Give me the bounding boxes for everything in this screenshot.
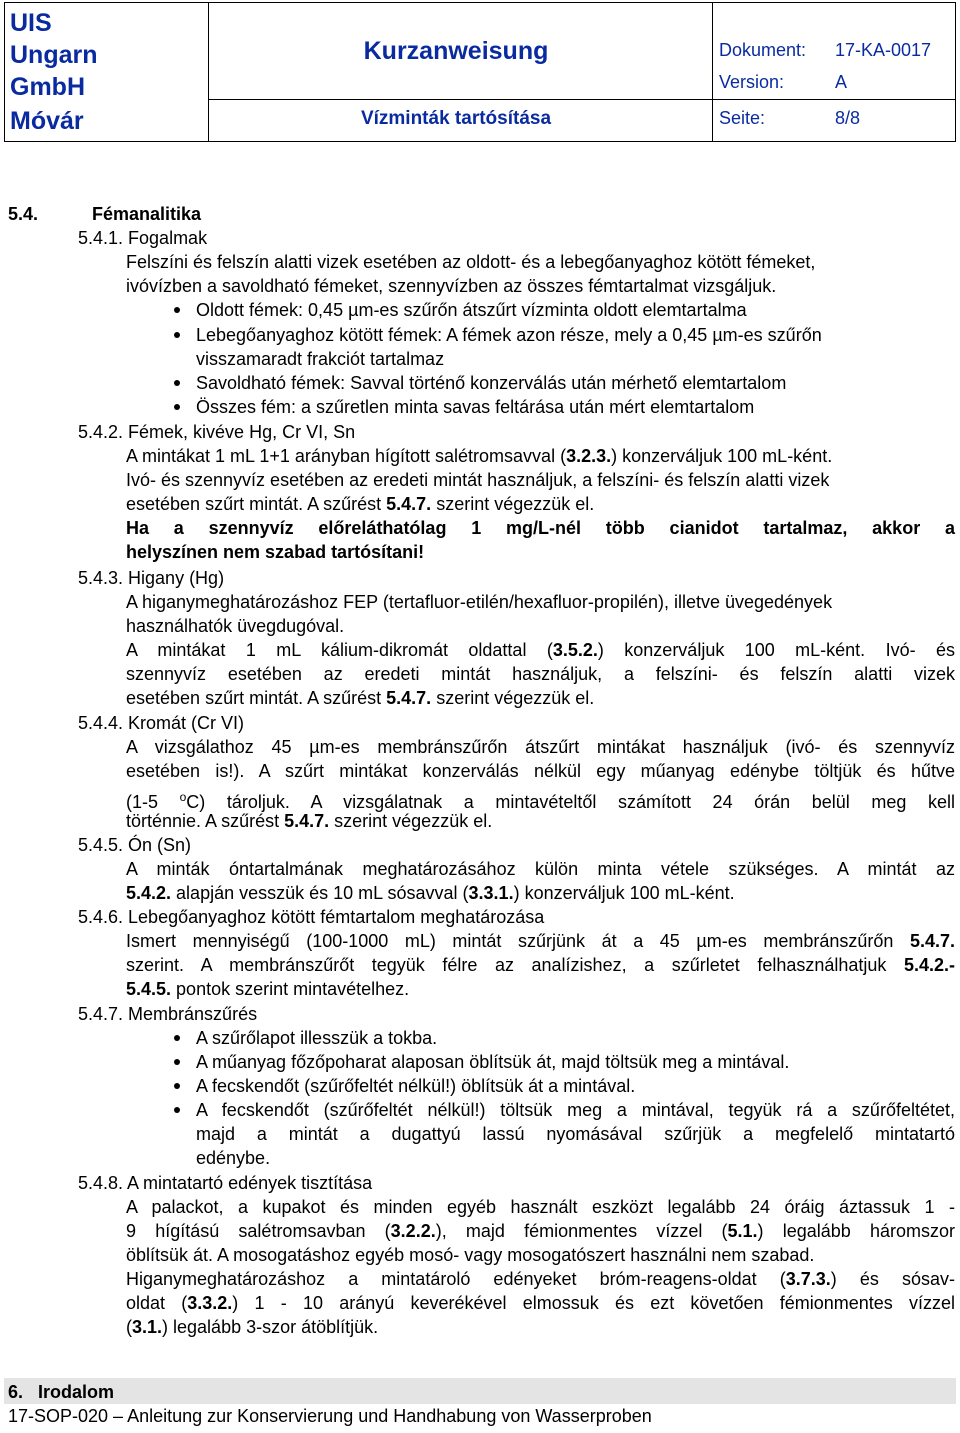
paragraph-line: szennyvíz esetében az eredeti mintát használjuk, a felszíni- és felszín alatti vizek: [126, 664, 955, 684]
bullet-icon: [174, 404, 180, 410]
paragraph-line: esetében szűrt mintát. A szűrést 5.4.7. szerint végezzük el.: [126, 494, 595, 514]
paragraph-line: történnie. A szűrést 5.4.7. szerint végezzük el.: [126, 811, 493, 831]
document-title: Kurzanweisung: [363, 37, 549, 65]
bullet-text: A fecskendőt (szűrőfeltét nélkül!) töltsük meg a mintával, tegyük rá a szűrőfeltétet,: [196, 1100, 955, 1120]
bullet-text: Összes fém: a szűretlen minta savas feltárása után mért elemtartalom: [196, 397, 755, 417]
paragraph-line: (1-5 $^o$C) tároljuk. A vizsgálatnak a mintavételtől számított 24 órán belül meg kell: [126, 790, 955, 812]
subsection-heading: 5.4.8. A mintatartó edények tisztítása: [78, 1173, 373, 1193]
paragraph-line: Ismert mennyiségű (100-1000 mL) mintát szűrjünk át a 45 µm-es membránszűrőn 5.4.7.: [126, 931, 955, 951]
paragraph-line: 9 hígítású salétromsavban (3.2.2.), majd fémionmentes vízzel (5.1.) legalább háromszor: [126, 1221, 955, 1241]
meta-label: Version:: [719, 72, 785, 92]
company-name-line: Ungarn: [10, 41, 98, 69]
paragraph-line: A mintákat 1 mL 1+1 arányban hígított salétromsavval (3.2.3.) konzerváljuk 100 mL-ként.: [126, 446, 833, 466]
paragraph-line: Ivó- és szennyvíz esetében az eredeti mintát használjuk, a felszíni- és felszín alatti vizek: [126, 470, 830, 490]
section-title: Fémanalitika: [92, 204, 202, 224]
meta-label: Seite:: [719, 108, 766, 128]
bullet-text: Savoldható fémek: Savval történő konzerválás után mérhető elemtartalom: [196, 373, 787, 393]
bullet-text: Oldott fémek: 0,45 µm-es szűrőn átszűrt vízminta oldott elemtartalma: [196, 300, 747, 320]
bullet-icon: [174, 1059, 180, 1065]
subsection-heading: 5.4.1. Fogalmak: [78, 228, 208, 248]
bullet-text: A műanyag főzőpoharat alaposan öblítsük át, majd töltsük meg a mintával.: [196, 1052, 790, 1072]
header-divider: [712, 3, 713, 141]
bullet-text: majd a mintát a dugattyú lassú nyomásával szűrjük a megfelelő mintatartó: [196, 1124, 955, 1144]
bullet-icon: [174, 1107, 180, 1113]
bullet-text: A szűrőlapot illesszük a tokba.: [196, 1028, 438, 1048]
paragraph-line: A palackot, a kupakot és minden egyéb használt eszközt legalább 24 óráig áztassuk 1 -: [126, 1197, 955, 1217]
paragraph-line: 5.4.5. pontok szerint mintavételhez.: [126, 979, 410, 999]
paragraph-line: szerint. A membránszűrőt tegyük félre az analízishez, a szűrletet felhasználhatjuk 5.4.2.-: [126, 955, 955, 975]
paragraph-line: 5.4.2. alapján vesszük és 10 mL sósavval (3.3.1.) konzerváljuk 100 mL-ként.: [126, 883, 735, 903]
subsection-heading: 5.4.3. Higany (Hg): [78, 568, 225, 588]
reference-text: 17-SOP-020 – Anleitung zur Konservierung und Handhabung von Wasserproben: [8, 1406, 652, 1426]
subsection-heading: 5.4.5. Ón (Sn): [78, 835, 192, 855]
bullet-icon: [174, 1035, 180, 1041]
section-title: 6. Irodalom: [8, 1382, 115, 1402]
meta-value: A: [835, 72, 848, 92]
company-name-line: Móvár: [10, 107, 84, 135]
section-heading-bar: [4, 1378, 956, 1404]
bullet-icon: [174, 380, 180, 386]
paragraph-line: öblítsük át. A mosogatáshoz egyéb mosó- vagy mosogatószert használni nem szabad.: [126, 1245, 815, 1265]
bullet-text: edénybe.: [196, 1148, 271, 1168]
bullet-icon: [174, 332, 180, 338]
paragraph-line: esetében szűrt mintát. A szűrést 5.4.7. szerint végezzük el.: [126, 688, 595, 708]
bullet-icon: [174, 307, 180, 313]
paragraph-line: A mintákat 1 mL kálium-dikromát oldattal (3.5.2.) konzerváljuk 100 mL-ként. Ivó- és: [126, 640, 955, 660]
paragraph-line: A vizsgálathoz 45 µm-es membránszűrőn átszűrt mintákat használjuk (ivó- és szennyvíz: [126, 737, 955, 757]
section-number: 5.4.: [8, 204, 39, 224]
meta-value: 8/8: [835, 108, 861, 128]
paragraph-line: használhatók üvegdugóval.: [126, 616, 345, 636]
subsection-heading: 5.4.2. Fémek, kivéve Hg, Cr VI, Sn: [78, 422, 356, 442]
paragraph-line: esetében is!). A szűrt mintákat konzerválás nélkül egy műanyag edénybe töltjük és hűtve: [126, 761, 955, 781]
paragraph-line: Higanymeghatározáshoz a mintatároló edényeket bróm-reagens-oldat (3.7.3.) és sósav-: [126, 1269, 955, 1289]
warning-text: helyszínen nem szabad tartósítani!: [126, 542, 425, 562]
company-name-line: UIS: [10, 9, 52, 37]
paragraph-line: (3.1.) legalább 3-szor átöblítjük.: [126, 1317, 379, 1337]
subsection-heading: 5.4.4. Kromát (Cr VI): [78, 713, 245, 733]
paragraph-line: A higanymeghatározáshoz FEP (tertafluor-etilén/hexafluor-propilén), illetve üvegedények: [126, 592, 833, 612]
bullet-text: visszamaradt frakciót tartalmaz: [196, 349, 445, 369]
meta-value: 17-KA-0017: [835, 40, 932, 60]
paragraph-line: Felszíni és felszín alatti vizek esetében az oldott- és a lebegőanyaghoz kötött fémeket,: [126, 252, 816, 272]
bullet-text: Lebegőanyaghoz kötött fémek: A fémek azon része, mely a 0,45 µm-es szűrőn: [196, 325, 822, 345]
subsection-heading: 5.4.6. Lebegőanyaghoz kötött fémtartalom meghatározása: [78, 907, 545, 927]
subsection-heading: 5.4.7. Membránszűrés: [78, 1004, 258, 1024]
header-divider: [208, 99, 955, 100]
document-subtitle: Vízminták tartósítása: [360, 108, 552, 129]
meta-label: Dokument:: [719, 40, 807, 60]
bullet-text: A fecskendőt (szűrőfeltét nélkül!) öblítsük át a mintával.: [196, 1076, 636, 1096]
paragraph-line: A minták óntartalmának meghatározásához külön minta vétele szükséges. A mintát az: [126, 859, 955, 879]
company-name-line: GmbH: [10, 73, 85, 101]
paragraph-line: ivóvízben a savoldható fémeket, szennyvízben az összes fémtartalmat vizsgáljuk.: [126, 276, 777, 296]
bullet-icon: [174, 1083, 180, 1089]
warning-text: Ha a szennyvíz előreláthatólag 1 mg/L-nél több cianidot tartalmaz, akkor a: [126, 518, 955, 538]
paragraph-line: oldat (3.3.2.) 1 - 10 arányú keverékével elmossuk és ezt követően fémionmentes vízzel: [126, 1293, 955, 1313]
